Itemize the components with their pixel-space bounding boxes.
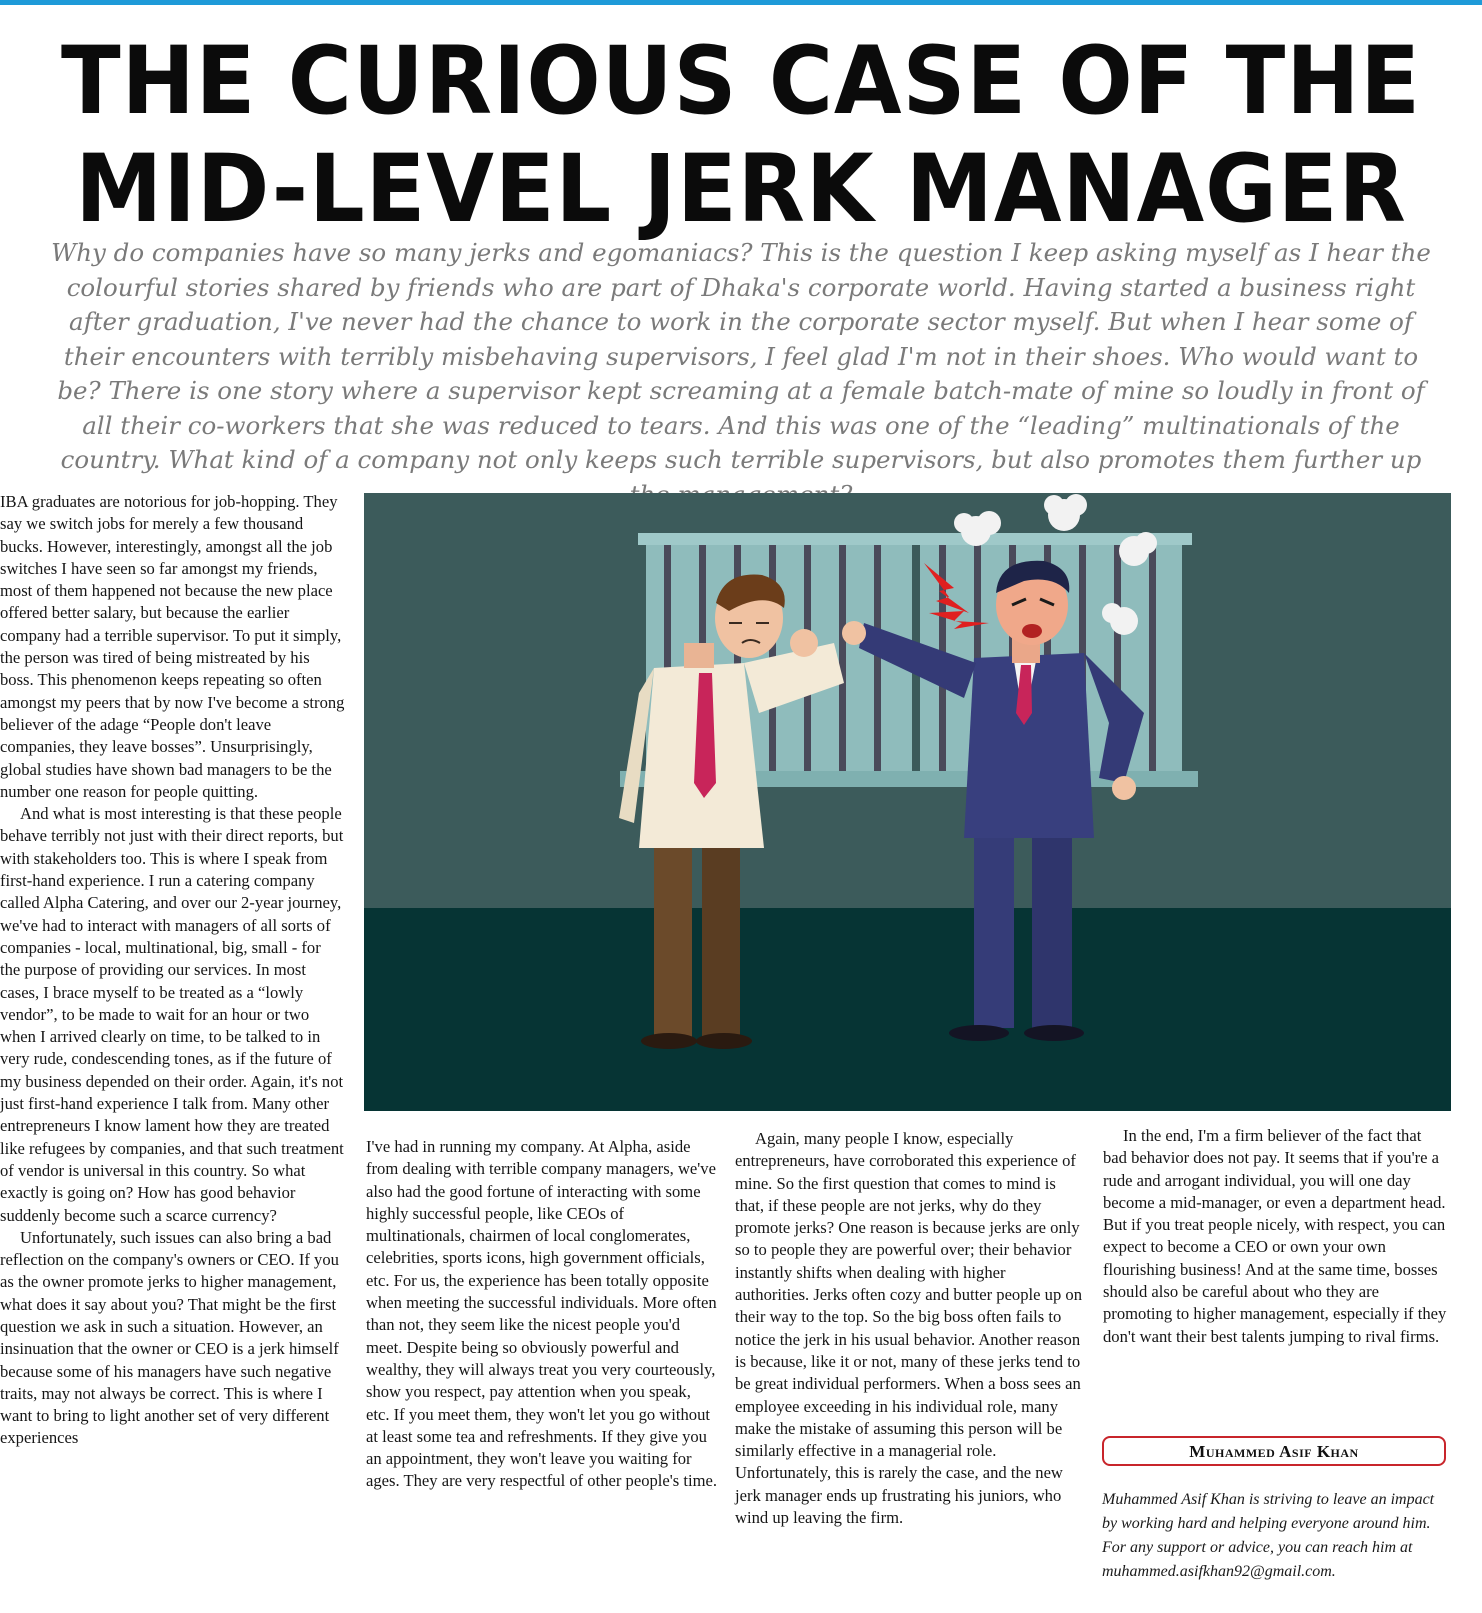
body-paragraph-2: And what is most interesting is that these people behave terribly not just with their direct reports, but with stakeholders too. This is where I speak from first-hand experience. I run a catering company called Alpha Catering, and over our 2-year journey, we've had to interact with managers of all sorts of companies - local, multinational, big, small - for the purpose of providing our services. In most cases, I brace myself to be treated as a “lowly vendor”, to be made to wait for an hour or two when I arrived clearly on time, to be talked to in very rude, condescending tones, as if the future of my business depended on their order. Again, it's not just first-hand experience I talk from. Many other entrepreneurs I know lament how they are treated like refugees by companies, and that such treatment of vendor is universal in this country. So what exactly is going on? How has good behavior suddenly become such a scarce currency? (0, 804, 344, 1225)
body-column-4 (1103, 1125, 1448, 1348)
body-paragraph-3: Unfortunately, such issues can also bring a bad reflection on the company's owners or CEO. If you as the owner promote jerks to higher management, what does it say about you? That might be the first question we ask in such a situation. However, an insinuation that the owner or CEO is a jerk himself because some of his managers have such negative traits, may not always be correct. This is where I want to bring to light another set of very different experiences (0, 1227, 339, 1448)
headline-line-2: MID-LEVEL JERK MANAGER (75, 135, 1407, 244)
headline (52, 28, 1430, 244)
body-column-2 (366, 1136, 718, 1493)
author-byline: Muhammed Asif Khan (1102, 1436, 1446, 1466)
top-accent-rule (0, 0, 1482, 5)
body-paragraph-5: Again, many people I know, especially entrepreneurs, have corroborated this experience of mine. So the first question that comes to mind is that, if these people are not jerks, why do they promote jerks? One reason is because jerks are only so to people they are powerful over; their behavior instantly shifts when dealing with higher authorities. Jerks often cozy and butter people up on their way to the top. So the big boss often fails to notice the jerk in his usual behavior. Another reason is because, like it or not, many of these jerks tend to be great individual performers. When a boss sees an employee exceeding in his individual role, many make the mistake of assuming this person will be similarly effective in a managerial role. Unfortunately, this is rarely the case, and the new jerk manager ends up frustrating his juniors, who wind up leaving the firm. (735, 1129, 1082, 1528)
headline-line-1: THE CURIOUS CASE OF THE (61, 27, 1421, 136)
author-bio: Muhammed Asif Khan is striving to leave an impact by working hard and helping everyone around him. For any support or advice, you can reach him at muhammed.asifkhan92@gmail.com. (1102, 1491, 1435, 1580)
body-paragraph-4: I've had in running my company. At Alpha, aside from dealing with terrible company managers, we've also had the good fortune of interacting with some highly successful people, like CEOs of multinationals, chairmen of local conglomerates, celebrities, sports icons, high government officials, etc. For us, the experience has been totally opposite when meeting the successful individuals. More often than not, they seem like the nicest people you'd meet. Despite being so obviously powerful and wealthy, they will always treat you very courteously, show you respect, pay attention when you speak, etc. If you meet them, they won't let you go without at least some tea and refreshments. If they give you an appointment, they won't leave you waiting for ages. They are very respectful of other people's time. (366, 1137, 718, 1491)
illustration-floor (364, 908, 1451, 1111)
body-column-1 (0, 491, 345, 1450)
body-paragraph-1: IBA graduates are notorious for job-hopping. They say we switch jobs for merely a few thousand bucks. However, interestingly, amongst all the job switches I have seen so far amongst my friends, most of them happened not because the new place offered better salary, but because the earlier company had a terrible supervisor. To put it simply, the person was tired of being mistreated by his boss. This phenomenon keeps repeating so often amongst my peers that by now I've become a strong believer of the adage “People don't leave companies, they leave bosses”. Unsurprisingly, global studies have shown bad managers to be the number one reason for people quitting. (0, 492, 345, 801)
standfirst: Why do companies have so many jerks and egomaniacs? This is the question I keep asking myself as I hear the colourful stories shared by friends who are part of Dhaka's corporate world. Having started a business right after graduation, I've never had the chance to work in the corporate sector myself. But when I hear some of their encounters with terribly misbehaving supervisors, I feel glad I'm not in their shoes. Who would want to be? There is one story where a supervisor kept screaming at a female batch-mate of mine so loudly in front of all their co-workers that she was reduced to tears. And this was one of the “leading” multinationals of the country. What kind of a company not only keeps such terrible supervisors, but also promotes them further up (51, 238, 1431, 474)
illustration-angry-boss (364, 493, 1451, 1111)
body-column-3 (735, 1128, 1083, 1529)
illustration-svg (364, 493, 1451, 1111)
body-paragraph-6: In the end, I'm a firm believer of the fact that bad behavior does not pay. It seems that if you're a rude and arrogant individual, you will one day become a mid-manager, or even a department head. But if you treat people nicely, with respect, you can expect to become a CEO or own your own flourishing business! And at the same time, bosses should also be careful about who they are promoting to higher management, especially if they don't want their best talents jumping to rival firms. (1103, 1126, 1447, 1346)
